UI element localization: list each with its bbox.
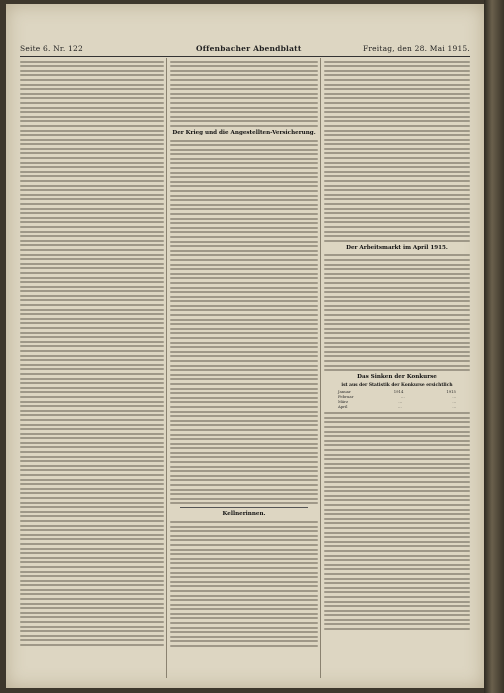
table-row: Februar ... ... <box>338 394 456 400</box>
article-headline-konkurse: Das Sinken der Konkurse <box>357 374 437 381</box>
feuilleton-divider <box>180 507 308 508</box>
header-rule <box>20 56 470 57</box>
article-headline: Der Krieg und die Angestellten-Versicherung. <box>172 129 316 136</box>
table-row: März ... ... <box>338 398 456 404</box>
column-separator <box>320 58 321 678</box>
column-3 <box>324 58 470 678</box>
column-1 <box>20 58 164 678</box>
column-separator <box>166 58 167 678</box>
column-2 <box>170 58 318 678</box>
page-number: Seite 6. Nr. 122 <box>20 44 83 53</box>
feuilleton-title: Kellnerinnen. <box>222 511 266 518</box>
table-row: Januar 1914 1915 <box>338 389 456 395</box>
book-binding <box>484 0 504 693</box>
table-row: April ... ... <box>338 403 456 409</box>
konkurs-table <box>338 390 456 409</box>
article-subline: ist aus der Statistik der Konkurse ersichtlich <box>341 383 453 389</box>
newspaper-title: Offenbacher Abendblatt <box>196 44 302 53</box>
article-headline-arbeitsmarkt: Der Arbeitsmarkt im April 1915. <box>346 244 448 251</box>
issue-date: Freitag, den 28. Mai 1915. <box>362 44 470 53</box>
